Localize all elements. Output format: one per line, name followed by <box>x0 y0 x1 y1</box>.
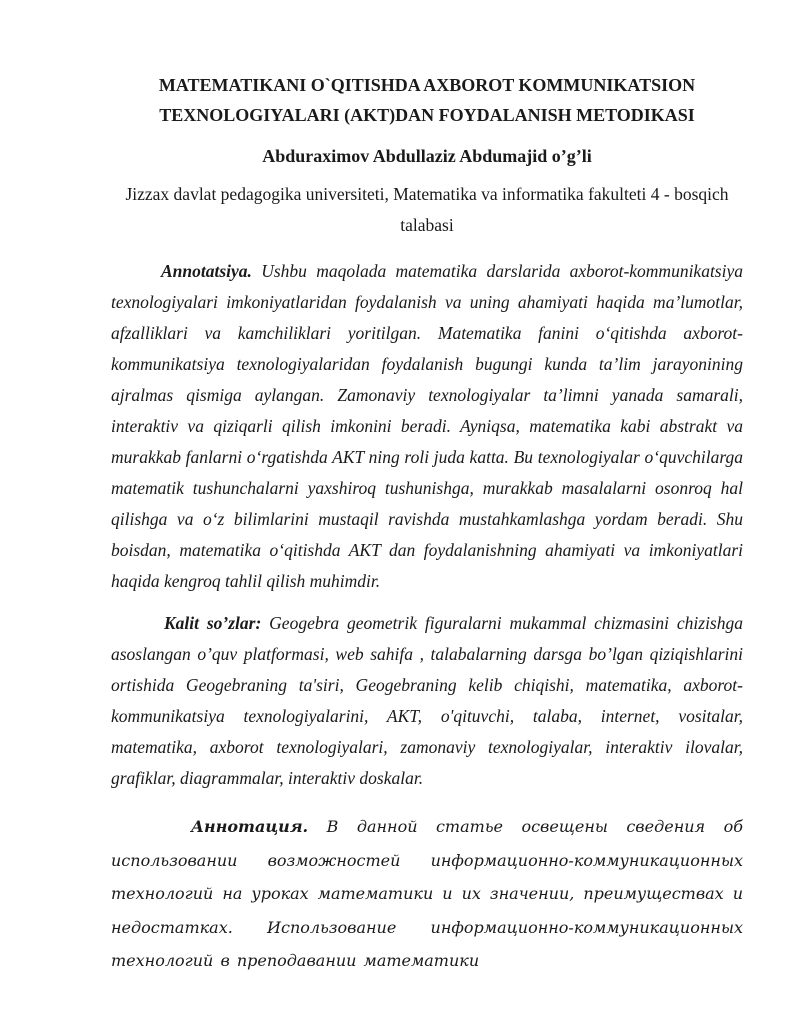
keywords-text: Geogebra geometrik figuralarni mukammal chizmasini chizishga asoslangan o’quv platformasi, web sahifa , talabalarning darsga bo’lgan qiziqishlarini ortishida Geogebraning ta'siri, Geogebraning kelib chiqishi, matematika, axborot-kommunikatsiya texnologiyalarini, AKT, o'qituvchi, talaba, internet, vositalar, matematika, axborot texnologiyalari, zamonaviy texnologiyalar, interaktiv ilovalar, grafiklar, diagrammalar, interaktiv doskalar. <box>111 613 743 788</box>
keywords-label: Kalit so’zlar: <box>164 613 262 633</box>
abstract-uzbek <box>111 256 743 597</box>
abstract-uzbek-label: Annotatsiya. <box>161 261 252 281</box>
abstract-uzbek-text: Ushbu maqolada matematika darslarida axborot-kommunikatsiya texnologiyalari imkoniyatlaridan foydalanish va uning ahamiyati haqida ma’lumotlar, afzalliklari va kamchiliklari yoritilgan. Matematika fanini o‘qitishda axborot-kommunikatsiya texnologiyalaridan foydalanish bugungi kunda ta’lim jarayonining ajralmas qismiga aylangan. Zamonaviy texnologiyalar ta’limni yanada samarali, interaktiv va qiziqarli qilish imkonini beradi. Ayniqsa, matematika kabi abstrakt va murakkab fanlarni o‘rgatishda AKT ning roli juda katta. Bu texnologiyalar o‘quvchilarga matematik tushunchalarni yaxshiroq tushunishga, murakkab masalalarni osonroq hal qilishga va o‘z bilimlarini mustaqil ravishda mustahkamlashga yordam beradi. Shu boisdan, matematika o‘qitishda AKT dan foydalanishning ahamiyati va imkoniyatlari haqida kengroq tahlil qilish muhimdir. <box>111 261 744 591</box>
abstract-russian <box>111 810 743 978</box>
paper-title <box>111 68 743 130</box>
document-page <box>111 68 743 978</box>
paper-title-line-1: MATEMATIKANI O`QITISHDA AXBOROT KOMMUNIKATSION <box>158 75 696 95</box>
paper-title-line-2: TEXNOLOGIYALARI (AKT)DAN FOYDALANISH METODIKASI <box>159 105 695 125</box>
author-name: Abduraximov Abdullaziz Abdumajid o’g’li <box>262 146 592 166</box>
author-affiliation: Jizzax davlat pedagogika universiteti, Matematika va informatika fakulteti 4 - bosqich talabasi <box>125 184 729 235</box>
abstract-russian-label: Аннотация. <box>191 817 309 836</box>
abstract-russian-text: В данной статье освещены сведения об использовании возможностей информационно-коммуникационных технологий на уроках математики и их значении, преимуществах и недостатках. Использование информационно-коммуникационных технологий в преподавании математики <box>111 817 743 970</box>
keywords-section <box>111 608 743 794</box>
